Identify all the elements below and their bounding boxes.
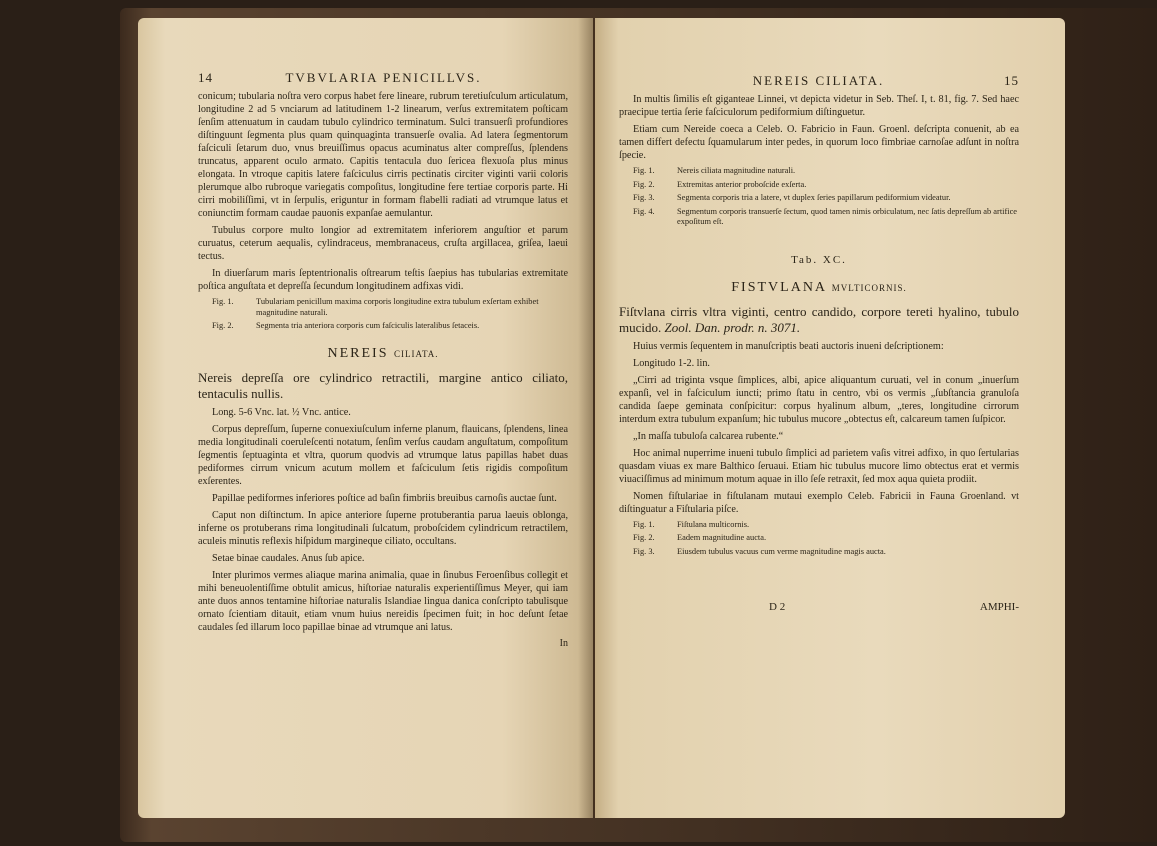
heading-species: MVLTICORNIS. — [831, 282, 907, 293]
running-title: TVBVLARIA PENICILLVS. — [285, 70, 482, 85]
figure-caption — [212, 321, 568, 332]
quotation: „In maſſa tubuloſa calcarea rubente.“ — [633, 430, 784, 442]
figure-label: Fig. 1. — [212, 297, 234, 306]
paragraph: Papillae pediformes inferiores poſtice ad baſin fimbriis breuibus carnoſis auctae ſunt. — [212, 492, 557, 504]
running-title: NEREIS CILIATA. — [752, 73, 885, 88]
figure-text: Segmenta tria anteriora corporis cum faſciculis lateralibus ſetaceis. — [256, 321, 480, 330]
paragraph: Etiam cum Nereide coeca a Celeb. O. Fabricio in Faun. Groenl. deſcripta conuenit, ab ea tamen differt defectu ſquamularum inter pedes, in quorum loco fimbriae carnoſae adſunt in noſtra ſpecie. — [619, 124, 1019, 161]
figure-text: Nereis ciliata magnitudine naturali. — [677, 166, 796, 175]
paragraph: Tubulus corpore multo longior ad extremitatem inferiorem anguſtior et parum curuatus, ceterum aequalis, cylindraceus, membranaceus, cruſta argillacea, griſea, laeui tectus. — [198, 225, 568, 262]
figure-caption — [633, 193, 1019, 204]
figure-text: Fiſtulana multicornis. — [677, 519, 750, 529]
figure-label: Fig. 3. — [633, 546, 655, 556]
figure-caption — [633, 166, 1019, 177]
paragraph: conicum; tubularia noſtra vero corpus habet fere lineare, rubrum teretiuſculum articulatum, longitudine 2 ad 5 vnciarum ad latitudinem 1-2 linearum, verſus extremitatem poſticam ſenſim attenuatum in caudam tubulo cylindrico terminatum. Sulci transuerſi profundiores diſtinguunt ſegmenta plus quam quinquaginta transuerſe ovalia. Ad latera ſegmentorum faſciculi ſetarum duo, vnus breuiſſimus opacus acuminatus alter compreſſus, ſplendens truncatus, apparent oculo armato. Capitis tentacula duo ſericea flexuoſa plus minus elongata. In vtroque capitis latere faſciculus cirris pectinatis circiter viginti varii coloris plerumque albo rubroque variegatis compoſitus, longitudine fere tertiae corporis parte. Hi cirri mobiliſſimi, vt in ſerpulis, eriguntur in formam flabelli radiati ad vtrumque latus et coniunctim formam caudae pauonis expanſae aemulantur. — [198, 91, 569, 219]
heading-genus: NEREIS — [327, 345, 389, 361]
diagnosis-reference: Zool. Dan. prodr. n. 3071. — [664, 319, 801, 335]
paragraph: Inter plurimos vermes aliaque marina animalia, quae in ſinubus Feroenſibus collegit et mihi beneuolentiſſime obtulit amicus, hiſtoriae naturalis experientiſſimus Meyer, qui iam ante duos annos tentamine hiſtoriae naturalis Islandiae lingua danica conſcripto tabulisque ornato ſcientiam ditauit, etiam vnum huius nereidis ſpecimen fuit; in hoc deſunt ſetae caudales ſed illarum loco papillae binae ad vtrumque ani latus. — [198, 569, 568, 633]
species-diagnosis: Nereis depreſſa ore cylindrico retractili, margine antico ciliato, tentaculis nullis. — [198, 369, 568, 401]
figure-label: Fig. 1. — [633, 166, 655, 175]
right-running-head — [619, 73, 1019, 89]
catchword: In — [559, 637, 568, 649]
paragraph: Hoc animal nuperrime inueni tubulo ſimplici ad parietem vaſis vitrei adfixo, in quo ſertularias quasdam viuas ex mare Balthico ſeruaui. Etiam hic tubulus mucore limo obtectus erat et vermis viuaciſſimus ad minimum motum aquae in illo ſeſe retraxit, ſed mox aqua quieta prodiit. — [619, 447, 1019, 485]
diagnosis-text: Fiſtvlana cirris vltra viginti, centro candido, corpore tereti hyalino, tubulo mucido. — [619, 303, 1019, 335]
figure-label: Fig. 2. — [633, 533, 655, 542]
paragraph: Setae binae caudales. Anus ſub apice. — [212, 552, 365, 564]
longitudo: Longitudo 1-2. lin. — [633, 357, 710, 369]
page-number: 15 — [1003, 73, 1019, 88]
left-page-content — [198, 70, 568, 649]
figure-caption — [633, 180, 1019, 191]
figure-caption — [633, 547, 1019, 558]
figure-label: Fig. 2. — [212, 321, 234, 330]
figure-caption — [212, 297, 568, 318]
figure-caption — [633, 207, 1019, 228]
plate-number: Tab. XC. — [791, 253, 847, 266]
right-page — [595, 18, 1065, 818]
dimensions: Long. 5-6 Vnc. lat. ½ Vnc. antice. — [212, 406, 351, 418]
figure-label: Fig. 3. — [633, 193, 655, 202]
page-number: 14 — [198, 70, 213, 85]
left-running-head — [198, 70, 568, 86]
quotation: „Cirri ad triginta vsque ſimplices, albi, apice aliquantum curuati, vel in conum „inuerſum expanſi, vel in faſciculum iuncti; primo ſtatu in centro, vbi os vermis „ſubſtancia granuloſa candida ſaepe geminata conſpicitur: corpus hyalinum album, „teres, longitudine cirrorum interdum extra tubulum expanſum; hic tubulus mucore „obtectus eſt, calcareum tamen ſuſpicor. — [619, 374, 1019, 425]
figure-text: Eiusdem tubulus vacuus cum verme magnitudine magis aucta. — [677, 546, 886, 556]
species-diagnosis — [619, 304, 1019, 336]
figure-text: Eadem magnitudine aucta. — [677, 533, 767, 542]
figure-text: Tubulariam penicillum maxima corporis longitudine extra tubulum exſertam exhibet magnitudine naturali. — [256, 297, 539, 317]
paragraph: Nomen fiſtulariae in fiſtulanam mutaui exemplo Celeb. Fabricii in Fauna Groenland. vt diſtinguatur a Fiſtularia piſce. — [619, 490, 1019, 515]
heading-species: CILIATA. — [393, 348, 439, 359]
catchword: AMPHI- — [979, 601, 1019, 613]
figure-label: Fig. 1. — [633, 519, 655, 529]
figure-caption — [633, 520, 1019, 531]
paragraph: Huius vermis ſequentem in manuſcriptis beati auctoris inueni deſcriptionem: — [633, 340, 944, 352]
left-page — [138, 18, 593, 818]
paragraph: Corpus depreſſum, ſuperne conuexiuſculum inferne planum, flauicans, ſplendens, linea media longitudinali coeruleſcenti notatum, ſenſim verſus caudam anguſtatum, compoſitum ſegmentis ſeptuaginta et vltra, quorum quodvis ad vtrumque latus papillas habet duas pediformes cirrum vnicum acutum mollem et faſciculum ſetis rigidis compoſitum exſerentes. — [198, 423, 568, 487]
figure-text: Segmenta corporis tria a latere, vt duplex ſeries papillarum pediformium videatur. — [677, 193, 951, 202]
paragraph: In diuerſarum maris ſeptentrionalis oſtrearum teſtis ſaepius has tubularias extremitate poſtica anguſtata et depreſſa ſecundum longitudinem adfixas vidi. — [198, 268, 568, 292]
page-footer — [619, 601, 1019, 613]
figure-caption — [633, 533, 1019, 544]
figure-label: Fig. 2. — [633, 179, 655, 189]
figure-text: Extremitas anterior proboſcide exſerta. — [677, 179, 807, 189]
heading-genus: FISTVLANA — [731, 279, 827, 295]
figure-label: Fig. 4. — [633, 206, 655, 216]
paragraph: Caput non diſtinctum. In apice anteriore ſuperne protuberantia parua laeuis oblonga, inferne os protuberans rima longitudinali ſulcatum, proboſcidem cylindricum retractilem, aculeis minutis reflexis hiſpidum margineque ciliato, occultans. — [198, 509, 568, 547]
signature-mark: D 2 — [769, 601, 786, 613]
figure-text: Segmentum corporis transuerſe ſectum, quod tamen nimis orbiculatum, nec ſatis depreſſum ab artifice expoſitum eſt. — [677, 206, 1018, 226]
section-heading — [198, 346, 568, 362]
right-page-content — [619, 73, 1019, 613]
paragraph: In multis ſimilis eſt giganteae Linnei, vt depicta videtur in Seb. Theſ. I, t. 81, fig. 7. Sed haec praecipue tertia ſerie faſciculorum pediformium diſtinguetur. — [619, 94, 1019, 118]
section-heading — [619, 280, 1019, 296]
